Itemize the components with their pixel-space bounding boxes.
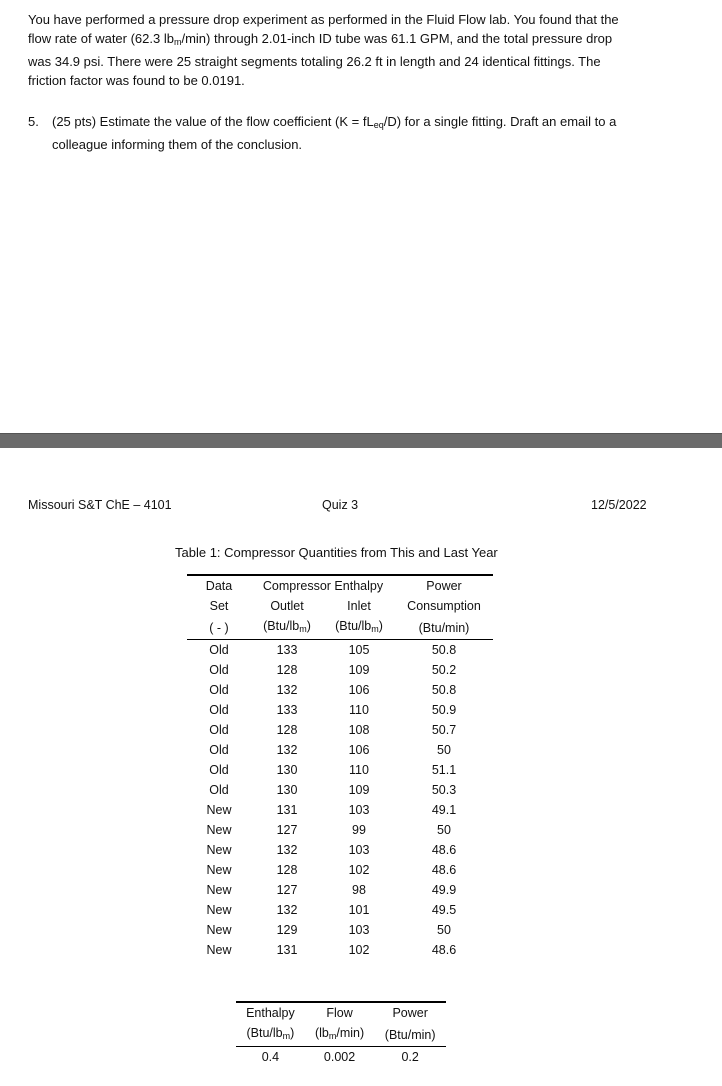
question-fragment: /D) for a single fitting. Draft an email to a	[383, 114, 617, 129]
unit-label: $(Btu/lb_m)$	[251, 616, 323, 640]
col-group-header: Compressor Enthalpy	[262, 579, 384, 593]
table-row	[187, 660, 493, 680]
intro-text: /min) through 2.01-inch ID tube was 61.1 GPM, and the total pressure drop	[181, 31, 613, 46]
table-row	[236, 1047, 446, 1068]
table-cell: 0.2	[401, 1050, 419, 1064]
table-cell: New	[206, 923, 232, 937]
table-cell: 50	[437, 743, 451, 757]
table-cell: 128	[276, 663, 298, 677]
header-title: Quiz 3	[322, 498, 359, 512]
table-row	[187, 800, 493, 820]
table-cell: 101	[348, 903, 370, 917]
table-cell: Old	[209, 743, 229, 757]
uncertainty-table	[236, 1001, 446, 1067]
table-row	[187, 820, 493, 840]
table-cell: 129	[276, 923, 298, 937]
table-cell: New	[206, 943, 232, 957]
table-row	[187, 780, 493, 800]
table-cell: 133	[276, 643, 298, 657]
table-cell: 50.7	[431, 723, 457, 737]
table-row	[187, 640, 493, 661]
table-cell: 132	[276, 843, 298, 857]
page-top	[0, 0, 722, 433]
question-line: colleague informing them of the conclusion.	[52, 137, 303, 152]
table-row	[187, 900, 493, 920]
table-cell: 102	[348, 943, 370, 957]
table-cell: 109	[348, 663, 370, 677]
col-header: Enthalpy	[246, 1006, 295, 1020]
table-cell: 49.5	[431, 903, 457, 917]
unit-label: ( - )	[187, 616, 251, 640]
subscript: eq	[373, 120, 384, 130]
table-cell: 128	[276, 863, 298, 877]
col-header: Consumption	[407, 599, 481, 613]
problem-intro	[28, 10, 668, 90]
table-cell: 49.1	[431, 803, 457, 817]
table-cell: 50	[437, 823, 451, 837]
table-cell: Old	[209, 703, 229, 717]
question-text	[52, 112, 662, 154]
table-cell: 50.9	[431, 703, 457, 717]
table-cell: New	[206, 843, 232, 857]
unit-label: $(Btu/lb_m)$	[323, 616, 395, 640]
table-header-row	[236, 1003, 446, 1023]
table-cell: 106	[348, 683, 370, 697]
table-row	[187, 880, 493, 900]
intro-line: You have performed a pressure drop experiment as performed in the Fluid Flow lab. You found that the	[28, 12, 619, 27]
table-cell: 48.6	[431, 943, 457, 957]
table-cell: 109	[348, 783, 370, 797]
table-cell: 0.002	[323, 1050, 356, 1064]
table-cell: 110	[349, 763, 369, 777]
intro-line	[28, 29, 668, 52]
table-units-row	[187, 616, 493, 640]
table-cell: 127	[276, 883, 298, 897]
question-fragment: (25 pts) Estimate the value of the flow coefficient (K = fL	[52, 114, 374, 129]
table-cell: 48.6	[431, 863, 457, 877]
table-row	[187, 720, 493, 740]
table-cell: 103	[348, 803, 370, 817]
table-cell: 0.4	[261, 1050, 280, 1064]
table-cell: 108	[348, 723, 370, 737]
table-cell: 50.8	[431, 643, 457, 657]
table-header-row	[187, 596, 493, 616]
table-cell: 131	[276, 943, 298, 957]
table-cell: 51.1	[431, 763, 457, 777]
table-cell: 132	[276, 903, 298, 917]
table-cell: 48.6	[431, 843, 457, 857]
col-header: Set	[209, 599, 229, 613]
col-header: Power	[426, 579, 462, 593]
table-cell: 131	[276, 803, 298, 817]
unit-label: $(Btu/lb_m)$	[236, 1023, 305, 1047]
table-cell: 132	[276, 683, 298, 697]
table-row	[187, 920, 493, 940]
table-row	[187, 680, 493, 700]
table-cell: 98	[352, 883, 366, 897]
table-row	[187, 700, 493, 720]
intro-text: flow rate of water (62.3 lb	[28, 31, 174, 46]
header-course: Missouri S&T ChE – 4101	[28, 498, 172, 512]
table-cell: 127	[276, 823, 298, 837]
table-cell: New	[206, 823, 232, 837]
col-header: Outlet	[270, 599, 304, 613]
table-cell: 128	[276, 723, 298, 737]
table-cell: 102	[348, 863, 370, 877]
col-header: Data	[205, 579, 233, 593]
table-cell: Old	[209, 763, 229, 777]
table-cell: 105	[348, 643, 370, 657]
table-cell: 99	[352, 823, 366, 837]
table-cell: 103	[348, 843, 370, 857]
table-cell: New	[206, 883, 232, 897]
compressor-table	[187, 574, 493, 960]
page-separator	[0, 433, 722, 449]
col-header: Inlet	[347, 599, 371, 613]
col-header: Power	[392, 1006, 428, 1020]
table-cell: 130	[276, 783, 298, 797]
unit-label: (Btu/min)	[395, 616, 493, 640]
table-cell: Old	[209, 643, 229, 657]
table-cell: 49.9	[431, 883, 457, 897]
table-caption: Table 1: Compressor Quantities from This and Last Year	[175, 545, 498, 560]
table-row	[187, 860, 493, 880]
table-cell: Old	[209, 663, 229, 677]
table-header-row	[187, 576, 493, 596]
table-cell: 130	[276, 763, 298, 777]
subscript: m	[173, 37, 182, 47]
table-cell: 50.3	[431, 783, 457, 797]
unit-label: (Btu/min)	[374, 1023, 446, 1047]
table-row	[187, 840, 493, 860]
page-bottom	[0, 448, 722, 1086]
table-cell: 50.8	[431, 683, 457, 697]
table-units-row	[236, 1023, 446, 1047]
table-cell: 50.2	[431, 663, 457, 677]
col-header: Flow	[326, 1006, 353, 1020]
table-row	[187, 740, 493, 760]
intro-line: friction factor was found to be 0.0191.	[28, 73, 245, 88]
table-cell: Old	[209, 783, 229, 797]
table-cell: 133	[276, 703, 298, 717]
table-cell: New	[206, 803, 232, 817]
table-cell: 110	[349, 703, 369, 717]
table-cell: 132	[276, 743, 298, 757]
unit-label: $(lb_m/\min)$	[305, 1023, 375, 1047]
intro-line: was 34.9 psi. There were 25 straight segments totaling 26.2 ft in length and 24 identical fittings. The	[28, 54, 601, 69]
table-cell: 103	[348, 923, 370, 937]
table-row	[187, 760, 493, 780]
table-row	[187, 940, 493, 960]
header-date: 12/5/2022	[591, 498, 647, 512]
table-cell: Old	[209, 723, 229, 737]
table-cell: 50	[437, 923, 451, 937]
table-cell: New	[206, 863, 232, 877]
table-cell: New	[206, 903, 232, 917]
question-number: 5.	[28, 114, 39, 129]
table-cell: 106	[348, 743, 370, 757]
table-cell: Old	[209, 683, 229, 697]
question-line	[52, 112, 662, 135]
